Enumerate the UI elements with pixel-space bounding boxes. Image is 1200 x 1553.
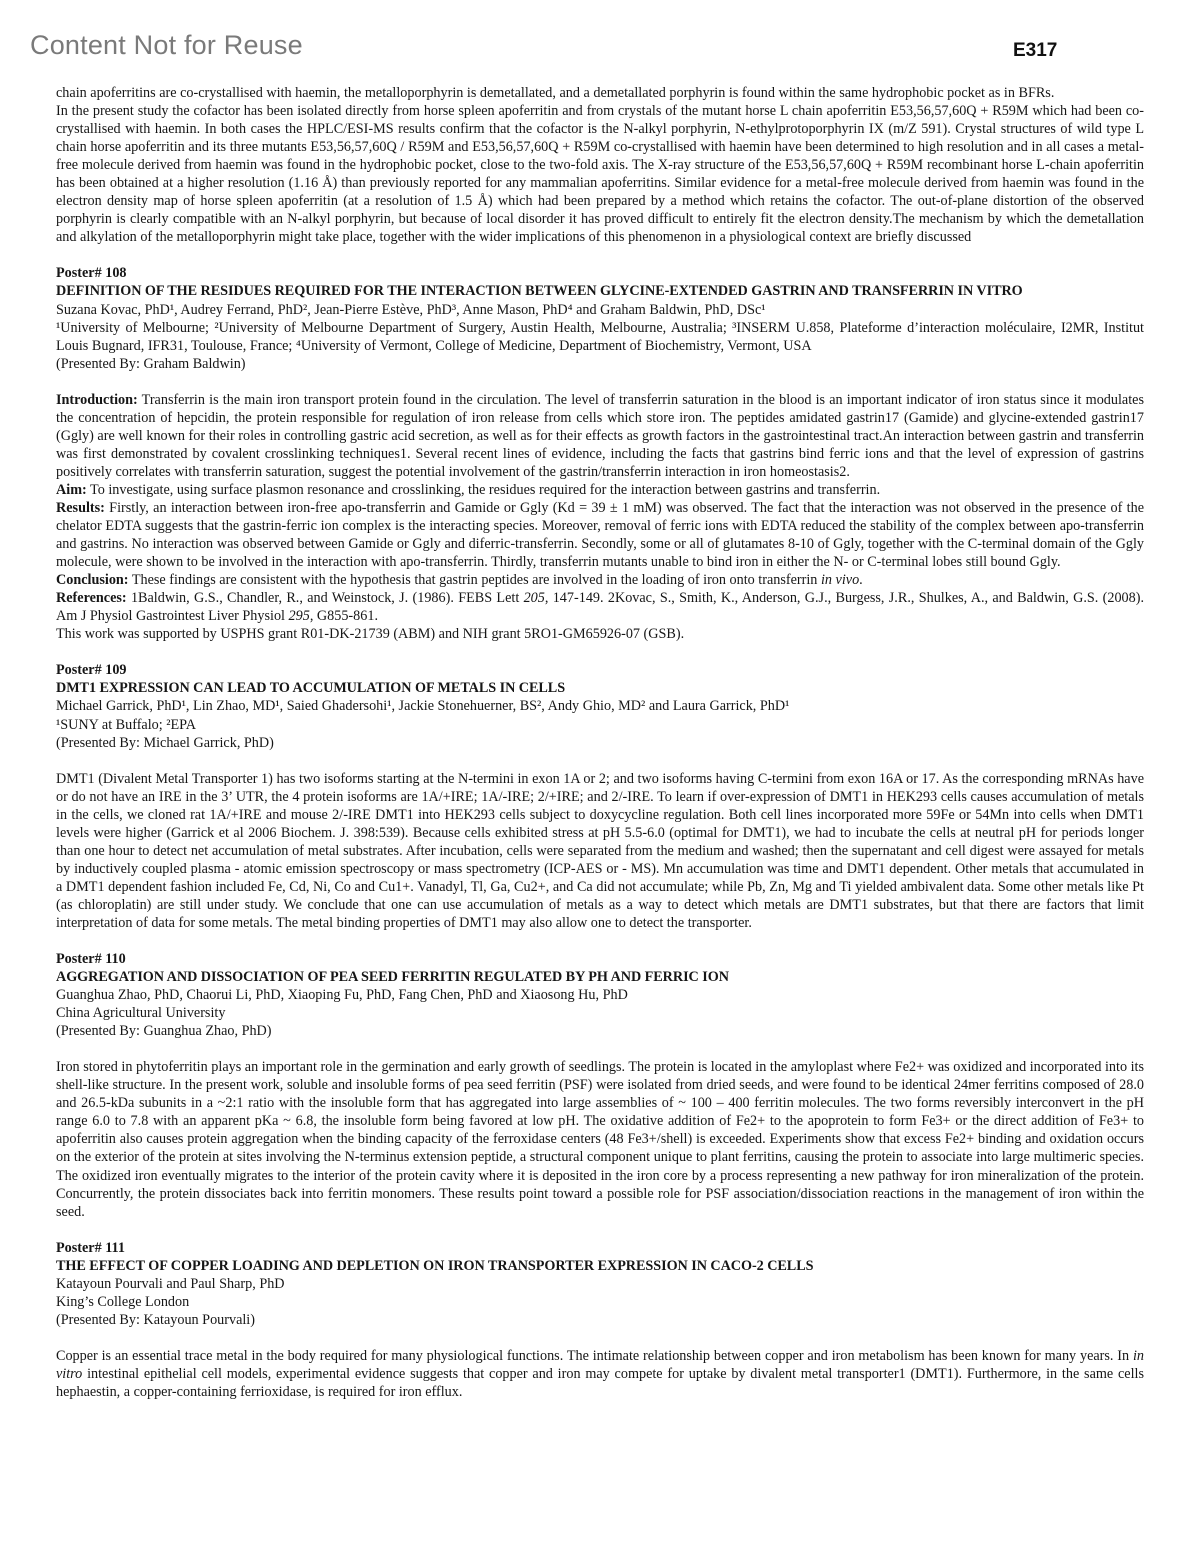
poster-affiliations: King’s College London xyxy=(56,1293,190,1310)
conclusion-label: Conclusion: xyxy=(56,572,129,589)
poster-presenter: (Presented By: Graham Baldwin) xyxy=(56,355,246,372)
intro-paragraph-2: In the present study the cofactor has been isolated directly from horse spleen apoferritin and from crystals of the mutant horse L chain apoferritin E53,56,57,60Q + R59M which had been co-crystallised with haemin. In both cases the HPLC/ESI-MS results confirm that the cofactor is the N-alkyl porphyrin, N-ethylprotoporphyrin IX (m/Z 591). Crystal structures of wild type L chain horse apoferritin and its three mutants E53,56,57,60Q / R59M and E53,56,57,60Q + R59M co-crystallised with haemin have been determined to high resolution and in all cases a metal-free molecule derived from haemin was found in the hydrophobic pocket, close to the two-fold axis. The X-ray structure of the E53,56,57,60Q + R59M recombinant horse L-chain apoferritin has been obtained at a higher resolution (1.16 Å) than previously reported for any mammalian apoferritins. Similar evidence for a metal-free molecule derived from haemin was found in the electron density map of horse spleen apoferritin (at a resolution of 1.5 Å) which had been prepared by a method which retains the cofactor. The out-of-plane distortion of the observed porphyrin is clearly compatible with an N-alkyl porphyrin, but because of local disorder it has proved difficult to entirely fit the electron density.The mechanism by which the demetallation and alkylation of the metalloporphyrin might take place, together with the wider implications of this phenomenon in a physiological context are briefly discussed xyxy=(56,103,1144,246)
poster-title: DEFINITION OF THE RESIDUES REQUIRED FOR THE INTERACTION BETWEEN GLYCINE-EXTENDED GASTRIN AND TRANSFERRIN IN VITRO xyxy=(56,283,1023,300)
poster-108 xyxy=(56,264,1144,643)
poster-authors: Guanghua Zhao, PhD, Chaorui Li, PhD, Xiaoping Fu, PhD, Fang Chen, PhD and Xiaosong Hu, PhD xyxy=(56,987,628,1004)
conclusion-text: These findings are consistent with the hypothesis that gastrin peptides are involved in the loading of iron onto transferrin xyxy=(128,572,821,589)
abstract-text-b: intestinal epithelial cell models, experimental evidence suggests that copper and iron may compete for uptake by divalent metal transporter1 (DMT1). Furthermore, in the same cells hephaestin, a copper-containing ferrioxidase, is required for iron efflux. xyxy=(56,1365,1144,1400)
reference-volume-a: 205 xyxy=(523,590,545,607)
poster-affiliations: ¹University of Melbourne; ²University of Melbourne Department of Surgery, Austin Health, Melbourne, Australia; ³INSERM U.858, Plateforme d’interaction moléculaire, I2MR, Institut Louis Bugnard, IFR31, Toulouse, France; ⁴University of Vermont, College of Medicine, Department of Biochemistry, Vermont, USA xyxy=(56,319,1144,354)
conclusion-paragraph xyxy=(56,571,1144,589)
poster-authors: Katayoun Pourvali and Paul Sharp, PhD xyxy=(56,1275,285,1292)
watermark: Content Not for Reuse xyxy=(30,30,303,60)
poster-presenter: (Presented By: Katayoun Pourvali) xyxy=(56,1311,255,1328)
poster-109 xyxy=(56,661,1144,932)
poster-presenter: (Presented By: Guanghua Zhao, PhD) xyxy=(56,1023,272,1040)
aim-text: To investigate, using surface plasmon resonance and crosslinking, the residues required for the interaction between gastrins and transferrin. xyxy=(86,481,881,498)
poster-number: Poster# 109 xyxy=(56,662,127,679)
results-label: Results: xyxy=(56,499,105,516)
introduction-label: Introduction: xyxy=(56,391,138,408)
references-label: References: xyxy=(56,590,127,607)
funding-note: This work was supported by USPHS grant R01-DK-21739 (ABM) and NIH grant 5RO1-GM65926-07 (GSB). xyxy=(56,626,685,643)
results-text: Firstly, an interaction between iron-free apo-transferrin and Gamide or Ggly (Kd = 39 ± 1 mM) was observed. The fact that the interaction was not observed in the presence of the chelator EDTA suggests that the gastrin-ferric ion complex is the interacting species. Moreover, removal of ferric ions with EDTA reduced the stability of the complex between apo-transferrin and gastrins. No interaction was observed between Gamide or Ggly and diferric-transferrin. Secondly, some or all of glutamates 8-10 of Ggly, together with the C-terminal domain of the Ggly molecule, were shown to be involved in the interaction with apo-transferrin. Thirdly, transferrin mutants unable to bind iron in either the N- or C-terminal lobes still bound Ggly. xyxy=(56,499,1144,571)
introduction-paragraph xyxy=(56,391,1144,481)
abstract-body: Iron stored in phytoferritin plays an important role in the germination and early growth of seedlings. The protein is located in the amyloplast where Fe2+ was oxidized and incorporated into its shell-like structure. In the present work, soluble and insoluble forms of pea seed ferritin (PSF) were isolated from dried seeds, and were found to be identical 24mer ferritins composed of 28.0 and 26.5-kDa subunits in a ~2:1 ratio with the insoluble form that has aggregated into large assemblies of ~ 100 – 400 ferritin molecules. The two forms reversibly interconvert in the pH range 6.0 to 7.8 with an apparent pKa ~ 6.8, the insoluble form being favored at low pH. The oxidative addition of Fe2+ to the apoprotein to form Fe3+ or the direct addition of Fe3+ to apoferritin also causes protein aggregation when the binding capacity of the ferroxidase centers (48 Fe3+/shell) is exceeded. Experiments show that excess Fe2+ binding and oxidation occurs on the exterior of the protein at sites involving the N-terminus extension peptide, a structural component unique to plant ferritins, causing the protein to associate into large multimeric species. The oxidized iron eventually migrates to the interior of the protein cavity where it is deposited in the iron core by a process representing a new pathway for iron mineralization of the protein. Concurrently, the protein dissociates back into ferritin monomers. These results point toward a possible role for PSF association/dissociation reactions in the management of iron within the seed. xyxy=(56,1059,1144,1220)
intro-paragraph-1: chain apoferritins are co-crystallised with haemin, the metalloporphyrin is demetallated, and a demetallated porphyrin is found within the same hydrophobic pocket as in BFRs. xyxy=(56,85,1055,101)
poster-title: THE EFFECT OF COPPER LOADING AND DEPLETION ON IRON TRANSPORTER EXPRESSION IN CACO-2 CELLS xyxy=(56,1257,814,1274)
page-content xyxy=(56,84,1144,1401)
poster-title: DMT1 EXPRESSION CAN LEAD TO ACCUMULATION OF METALS IN CELLS xyxy=(56,680,566,697)
poster-presenter: (Presented By: Michael Garrick, PhD) xyxy=(56,734,274,751)
introduction-text: Transferrin is the main iron transport protein found in the circulation. The level of transferrin saturation in the blood is an important indicator of iron status since it modulates the concentration of hepcidin, the protein responsible for regulation of iron release from cells which store iron. The peptides amidated gastrin17 (Gamide) and glycine-extended gastrin17 (Ggly) are well known for their roles in controlling gastric acid secretion, as well as for their effects as growth factors in the gastrointestinal tract.An interaction between gastrin and transferrin was first demonstrated by covalent crosslinking techniques1. Several recent lines of evidence, including the facts that gastrins bind ferric ions and that the level of expression of gastrins positively correlates with transferrin saturation, suggest the potential involvement of the gastrin/transferrin interaction in iron homeostasis2. xyxy=(56,391,1144,480)
reference-text-a: 1Baldwin, G.S., Chandler, R., and Weinstock, J. (1986). FEBS Lett xyxy=(126,590,524,607)
abstract-italic: in vitro xyxy=(56,1347,1144,1382)
aim-paragraph xyxy=(56,481,1144,499)
aim-label: Aim: xyxy=(56,481,87,498)
poster-number: Poster# 111 xyxy=(56,1239,125,1256)
abstract-text-a: Copper is an essential trace metal in the body required for many physiological functions. The intimate relationship between copper and iron metabolism has been known for many years. In xyxy=(56,1347,1133,1364)
poster-affiliations: ¹SUNY at Buffalo; ²EPA xyxy=(56,716,197,733)
references-paragraph xyxy=(56,589,1144,625)
results-paragraph xyxy=(56,499,1144,571)
reference-text-b: , 147-149. 2Kovac, S., Smith, K., Anderson, G.J., Burgess, J.R., Shulkes, A., and Baldwin, G.S. (2008). Am J Physiol Gastrointest Liver Physiol xyxy=(56,590,1145,625)
page-number: E317 xyxy=(1013,40,1058,61)
poster-110 xyxy=(56,950,1144,1221)
poster-111 xyxy=(56,1239,1144,1401)
conclusion-italic: in vivo xyxy=(820,572,860,589)
poster-number: Poster# 108 xyxy=(56,265,127,282)
conclusion-end: . xyxy=(859,572,863,589)
poster-affiliations: China Agricultural University xyxy=(56,1005,226,1022)
reference-volume-b: 295 xyxy=(288,608,310,625)
reference-text-c: , G855-861. xyxy=(309,608,378,625)
poster-authors: Suzana Kovac, PhD¹, Audrey Ferrand, PhD², Jean-Pierre Estève, PhD³, Anne Mason, PhD⁴ and Graham Baldwin, PhD, DSc¹ xyxy=(56,301,766,318)
abstract-body xyxy=(56,1347,1144,1401)
poster-authors: Michael Garrick, PhD¹, Lin Zhao, MD¹, Saied Ghadersohi¹, Jackie Stonehuerner, BS², Andy Ghio, MD² and Laura Garrick, PhD¹ xyxy=(56,698,790,715)
abstract-body: DMT1 (Divalent Metal Transporter 1) has two isoforms starting at the N-termini in exon 1A or 2; and two isoforms having C-termini from exon 16A or 17. As the corresponding mRNAs have or do not have an IRE in the 3’ UTR, the 4 protein isoforms are 1A/+IRE; 1A/-IRE; 2/+IRE; and 2/-IRE. To learn if over-expression of DMT1 in HEK293 cells causes accumulation of metals in the cells, we cloned rat 1A/+IRE and mouse 2/-IRE DMT1 into HEK293 cells subject to doxycycline regulation. Both cell lines incorporated more 59Fe or 54Mn into cells when DMT1 levels were higher (Garrick et al 2006 Biochem. J. 398:539). Because cells exhibited stress at pH 5.5-6.0 (optimal for DMT1), we had to incubate the cells at neutral pH for periods longer than one hour to detect net accumulation of metal substrates. After incubation, cells were separated from the medium and washed; then the supernatant and cell digest were assayed for metals by inductively coupled plasma - atomic emission spectroscopy or mass spectrometry (ICP-AES or - MS). Mn accumulation was time and DMT1 dependent. Other metals that accumulated in a DMT1 dependent fashion included Fe, Cd, Ni, Co and Cu1+. Vanadyl, Tl, Ga, Cu2+, and Ca did not accumulate; while Pb, Zn, Mg and Ti yielded ambivalent data. Some other metals like Pt (as chloroplatin) are still under study. We conclude that one can use accumulation of metals as a way to detect which metals are DMT1 substrates, but that there are factors that limit interpretation of data for some metals. The metal binding properties of DMT1 may also allow one to detect the transporter. xyxy=(56,770,1144,931)
poster-number: Poster# 110 xyxy=(56,951,126,968)
poster-title: AGGREGATION AND DISSOCIATION OF PEA SEED FERRITIN REGULATED BY PH AND FERRIC ION xyxy=(56,969,729,986)
